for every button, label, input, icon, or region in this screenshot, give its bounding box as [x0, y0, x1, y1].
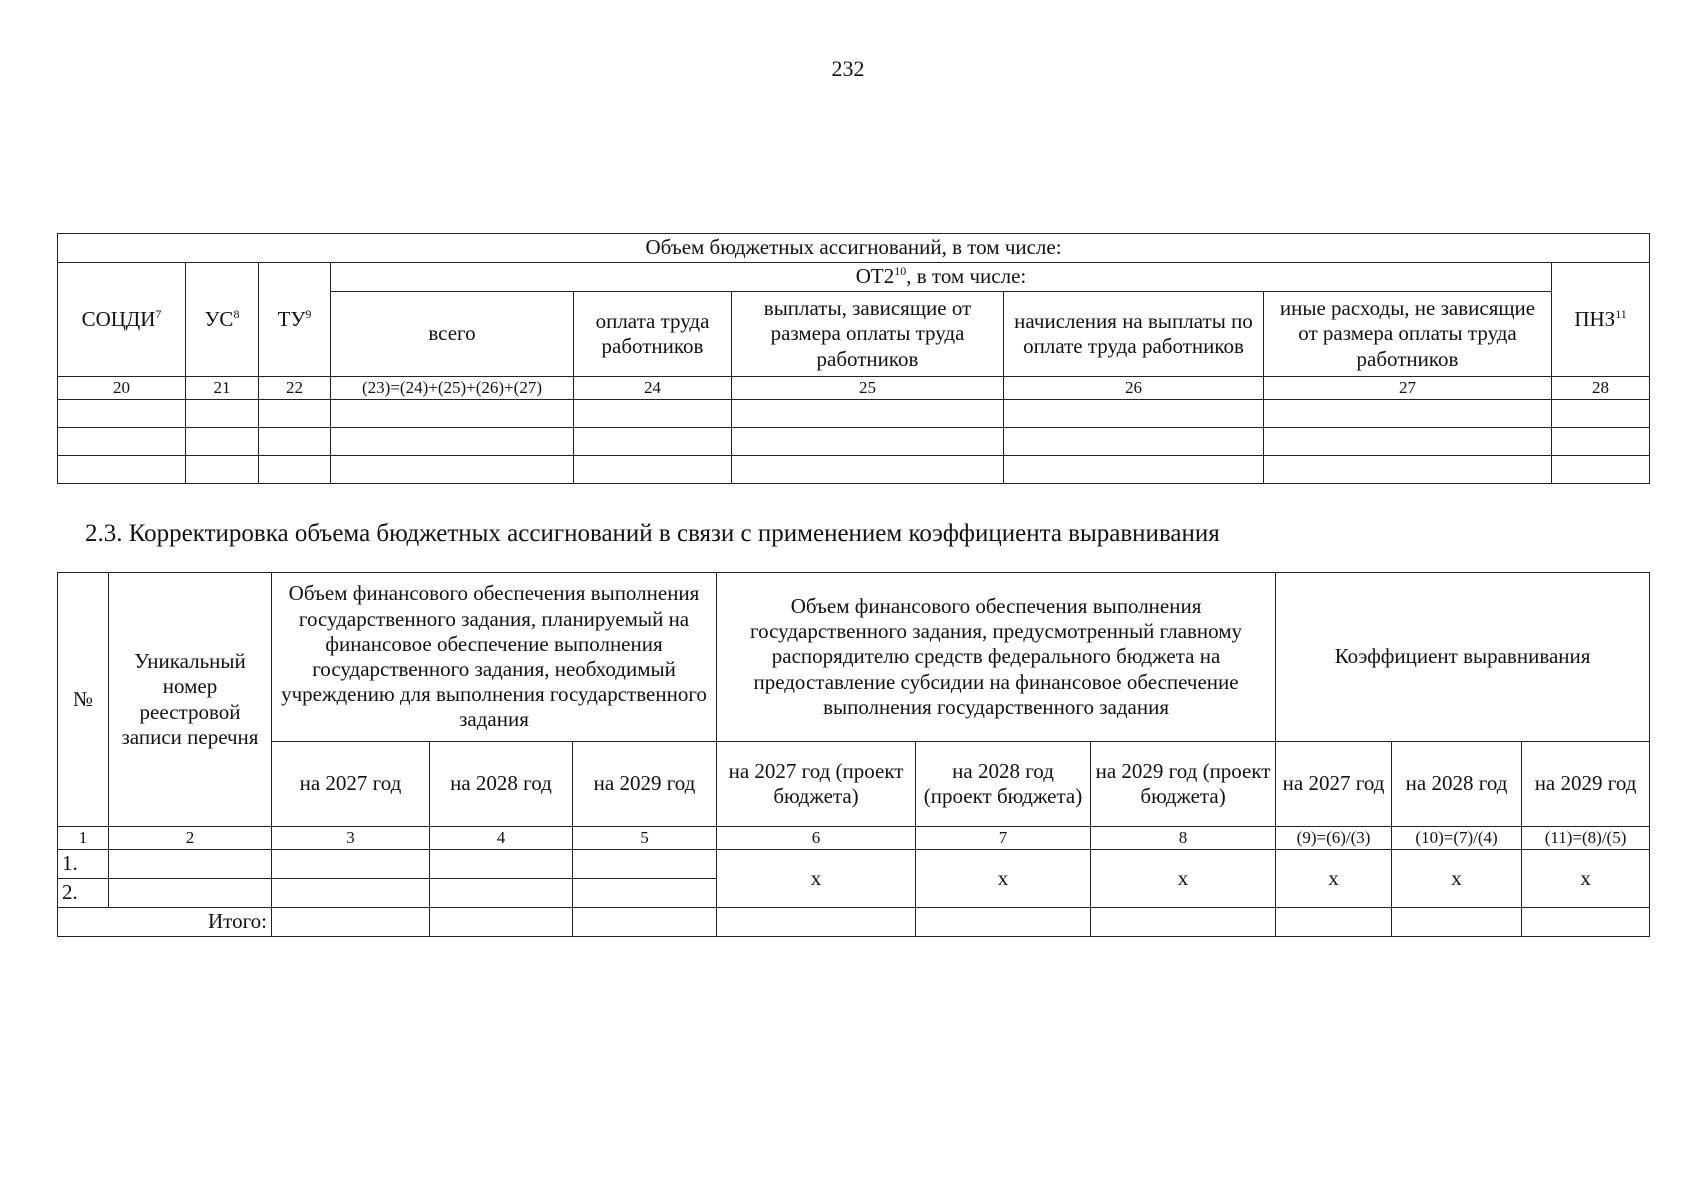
- column-number-row: [58, 377, 1650, 400]
- row-number: 1.: [58, 850, 109, 879]
- header-year: на 2027 год (проект бюджета): [717, 742, 916, 827]
- table-cell: [186, 428, 259, 456]
- header-socdi: СОЦДИ$^7$: [58, 263, 186, 377]
- col-number: 6: [717, 827, 916, 850]
- table-cell: [58, 456, 186, 484]
- table-cell: [430, 879, 573, 908]
- table-cell: [1264, 400, 1552, 428]
- table-cell: [1004, 400, 1264, 428]
- table-cell: [186, 456, 259, 484]
- table-cell: [1522, 908, 1650, 937]
- table-cell: [717, 908, 916, 937]
- table-cell: [331, 428, 574, 456]
- table-cell: [331, 400, 574, 428]
- header-oplata: оплата труда работников: [574, 292, 732, 377]
- col-number: 4: [430, 827, 573, 850]
- col-number: 24: [574, 377, 732, 400]
- table-row: [58, 850, 1650, 879]
- x-mark: х: [717, 850, 916, 908]
- col-number: 21: [186, 377, 259, 400]
- table-cell: [272, 850, 430, 879]
- header-vyplaty: выплаты, зависящие от размера оплаты труда работников: [732, 292, 1004, 377]
- table-cell: [1004, 456, 1264, 484]
- table-cell: [430, 908, 573, 937]
- table-cell: [430, 850, 573, 879]
- x-mark: х: [1091, 850, 1276, 908]
- x-mark: х: [1522, 850, 1650, 908]
- table-row: [58, 400, 1650, 428]
- header-pnz: ПНЗ$^{11}$: [1552, 263, 1650, 377]
- table-cell: [573, 879, 717, 908]
- header-year: на 2029 год: [1522, 742, 1650, 827]
- x-mark: х: [1392, 850, 1522, 908]
- budget-allocations-table: [57, 233, 1650, 484]
- header-vsego: всего: [331, 292, 574, 377]
- table-cell: [573, 850, 717, 879]
- col-number: 5: [573, 827, 717, 850]
- table-cell: [58, 400, 186, 428]
- table-cell: [732, 428, 1004, 456]
- header-year: на 2029 год: [573, 742, 717, 827]
- x-mark: х: [916, 850, 1091, 908]
- table-cell: [573, 908, 717, 937]
- header-group-planned: Объем финансового обеспечения выполнения государственного задания, планируемый на финансовое обеспечение выполнения государственного задания, необходимый учреждению для выполнения государственного задания: [272, 573, 717, 742]
- header-tu: $ТУ^9$: [259, 263, 331, 377]
- col-number: 20: [58, 377, 186, 400]
- header-year: на 2028 год: [1392, 742, 1522, 827]
- section-heading: 2.3. Корректировка объема бюджетных ассигнований в связи с применением коэффициента выравнивания: [85, 520, 1220, 547]
- table-cell: [1091, 908, 1276, 937]
- page-number: 232: [831, 56, 865, 81]
- table-cell: [1276, 908, 1392, 937]
- table-cell: [1552, 428, 1650, 456]
- header-year: на 2028 год (проект бюджета): [916, 742, 1091, 827]
- col-number: (9)=(6)/(3): [1276, 827, 1392, 850]
- table-row: [58, 428, 1650, 456]
- table-cell: [1552, 456, 1650, 484]
- col-number: (23)=(24)+(25)+(26)+(27): [331, 377, 574, 400]
- table-cell: [1552, 400, 1650, 428]
- header-year: на 2027 год: [272, 742, 430, 827]
- table-cell: [272, 879, 430, 908]
- table-cell: [331, 456, 574, 484]
- col-number: 2: [109, 827, 272, 850]
- table-cell: [574, 456, 732, 484]
- col-number: 26: [1004, 377, 1264, 400]
- table-cell: [272, 908, 430, 937]
- table-cell: [1264, 456, 1552, 484]
- col-number: 1: [58, 827, 109, 850]
- table-cell: [916, 908, 1091, 937]
- table-cell: [58, 428, 186, 456]
- table-cell: [574, 428, 732, 456]
- total-label: Итого:: [58, 908, 272, 937]
- header-inye: иные расходы, не зависящие от размера оплаты труда работников: [1264, 292, 1552, 377]
- col-number: 3: [272, 827, 430, 850]
- col-number: 27: [1264, 377, 1552, 400]
- table-cell: [732, 400, 1004, 428]
- table-cell: [259, 456, 331, 484]
- col-number: 22: [259, 377, 331, 400]
- total-row: [58, 908, 1650, 937]
- table-row: [58, 456, 1650, 484]
- header-unique-number: Уникальный номер реестровой записи перечня: [109, 573, 272, 827]
- header-group-coefficient: Коэффициент выравнивания: [1276, 573, 1650, 742]
- col-number: 25: [732, 377, 1004, 400]
- header-year: на 2028 год: [430, 742, 573, 827]
- header-year: на 2027 год: [1276, 742, 1392, 827]
- col-number: (10)=(7)/(4): [1392, 827, 1522, 850]
- header-nachisleniya: начисления на выплаты по оплате труда работников: [1004, 292, 1264, 377]
- table-cell: [1392, 908, 1522, 937]
- header-us: $УС^8$: [186, 263, 259, 377]
- table-cell: [732, 456, 1004, 484]
- header-group-provided: Объем финансового обеспечения выполнения государственного задания, предусмотренный главному распорядителю средств федерального бюджета на предоставление субсидии на финансовое обеспечение выполнения государственного задания: [717, 573, 1276, 742]
- column-number-row: [58, 827, 1650, 850]
- header-year: на 2029 год (проект бюджета): [1091, 742, 1276, 827]
- col-number: 7: [916, 827, 1091, 850]
- table-cell: [574, 400, 732, 428]
- x-mark: х: [1276, 850, 1392, 908]
- col-number: (11)=(8)/(5): [1522, 827, 1650, 850]
- header-ot2: $ОТ2^{10}$, в том числе:: [331, 263, 1552, 292]
- table-cell: [1264, 428, 1552, 456]
- alignment-coefficient-table: [57, 572, 1650, 937]
- row-number: 2.: [58, 879, 109, 908]
- table-cell: [1004, 428, 1264, 456]
- table-cell: [259, 428, 331, 456]
- header-no: №: [58, 573, 109, 827]
- table1-header-top: Объем бюджетных ассигнований, в том числе:: [58, 234, 1650, 263]
- col-number: 8: [1091, 827, 1276, 850]
- table-cell: [109, 850, 272, 879]
- table-cell: [186, 400, 259, 428]
- table-cell: [259, 400, 331, 428]
- col-number: 28: [1552, 377, 1650, 400]
- table-cell: [109, 879, 272, 908]
